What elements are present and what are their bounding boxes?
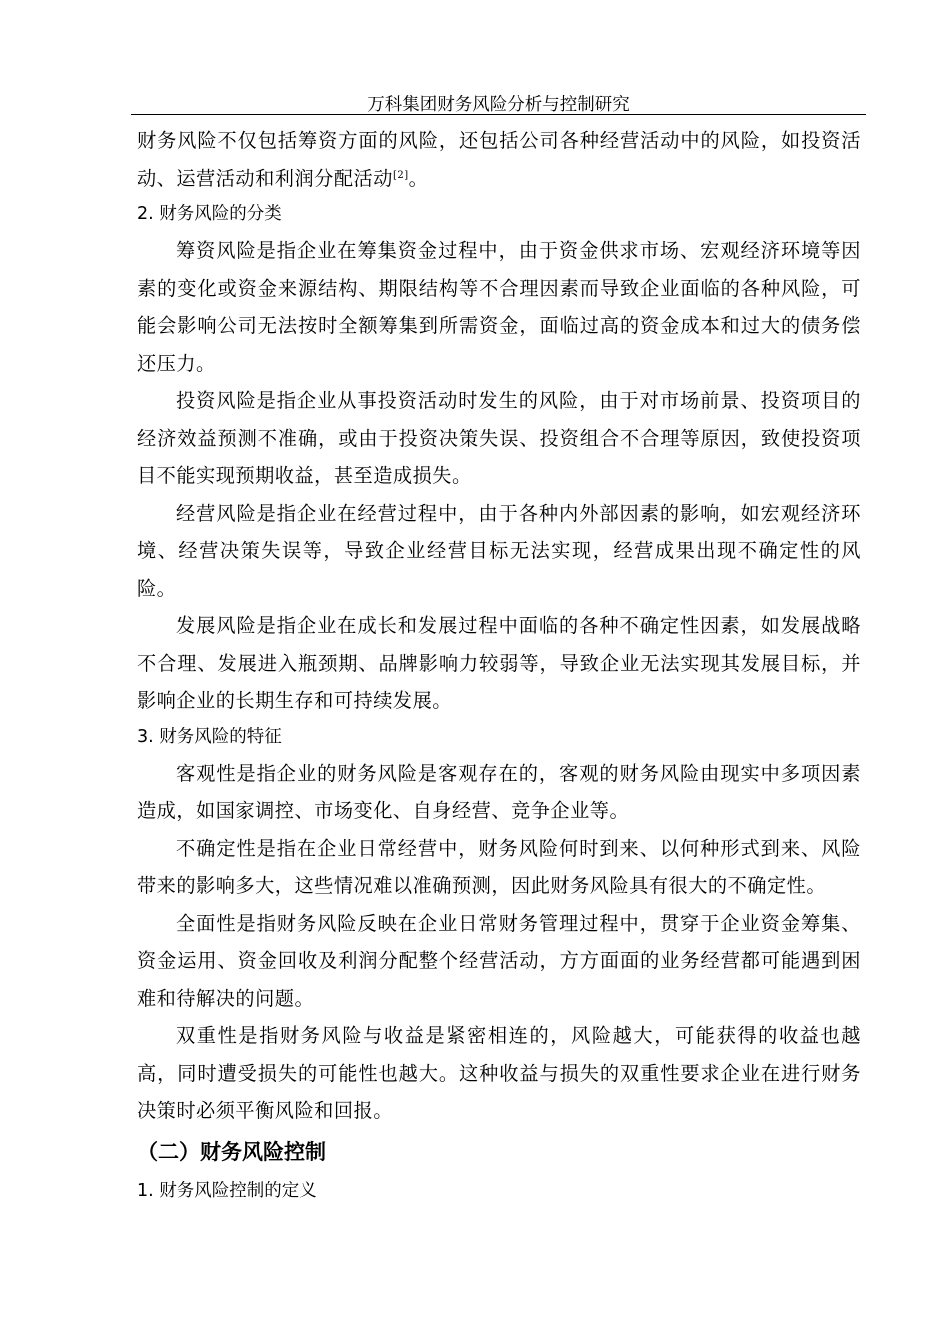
header-rule [131, 114, 866, 115]
citation-ref: [2] [392, 169, 409, 181]
paragraph-operating-risk: 经营风险是指企业在经营过程中，由于各种内外部因素的影响，如宏观经济环境、经营决策失误等，导致企业经营目标无法实现，经营成果出现不确定性的风险。 [137, 501, 861, 600]
section-heading-classification: 2. 财务风险的分类 [137, 204, 282, 224]
section-heading-control-definition: 1. 财务风险控制的定义 [137, 1180, 317, 1201]
paragraph-objectivity: 客观性是指企业的财务风险是客观存在的，客观的财务风险由现实中多项因素造成，如国家调控、市场变化、自身经营、竞争企业等。 [137, 761, 861, 822]
chapter-heading-risk-control: （二）财务风险控制 [137, 1139, 326, 1164]
paragraph-uncertainty: 不确定性是指在企业日常经营中，财务风险何时到来、以何种形式到来、风险带来的影响多大，这些情况难以准确预测，因此财务风险具有很大的不确定性。 [137, 836, 861, 897]
paragraph-development-risk: 发展风险是指企业在成长和发展过程中面临的各种不确定性因素，如发展战略不合理、发展进入瓶颈期、品牌影响力较弱等，导致企业无法实现其发展目标，并影响企业的长期生存和可持续发展。 [137, 614, 861, 712]
paragraph-intro-continued: 财务风险不仅包括筹资方面的风险，还包括公司各种经营活动中的风险，如投资活动、运营活动和利润分配活动[2]。 [137, 129, 861, 190]
running-header-title: 万科集团财务风险分析与控制研究 [367, 95, 630, 115]
paragraph-investment-risk: 投资风险是指企业从事投资活动时发生的风险，由于对市场前景、投资项目的经济效益预测不准确，或由于投资决策失误、投资组合不合理等原因，致使投资项目不能实现预期收益，甚至造成损失。 [137, 389, 861, 487]
paragraph-comprehensiveness: 全面性是指财务风险反映在企业日常财务管理过程中，贯穿于企业资金筹集、资金运用、资金回收及利润分配整个经营活动，方方面面的业务经营都可能遇到困难和待解决的问题。 [137, 911, 861, 1010]
paragraph-financing-risk: 筹资风险是指企业在筹集资金过程中，由于资金供求市场、宏观经济环境等因素的变化或资金来源结构、期限结构等不合理因素而导致企业面临的各种风险，可能会影响公司无法按时全额筹集到所需资金，面临过高的资金成本和过大的债务偿还压力。 [137, 239, 861, 375]
section-heading-characteristics: 3. 财务风险的特征 [137, 726, 282, 747]
document-body [137, 122, 861, 1209]
paragraph-duality: 双重性是指财务风险与收益是紧密相连的，风险越大，可能获得的收益也越高，同时遭受损失的可能性也越大。这种收益与损失的双重性要求企业在进行财务决策时必须平衡风险和回报。 [137, 1024, 861, 1122]
